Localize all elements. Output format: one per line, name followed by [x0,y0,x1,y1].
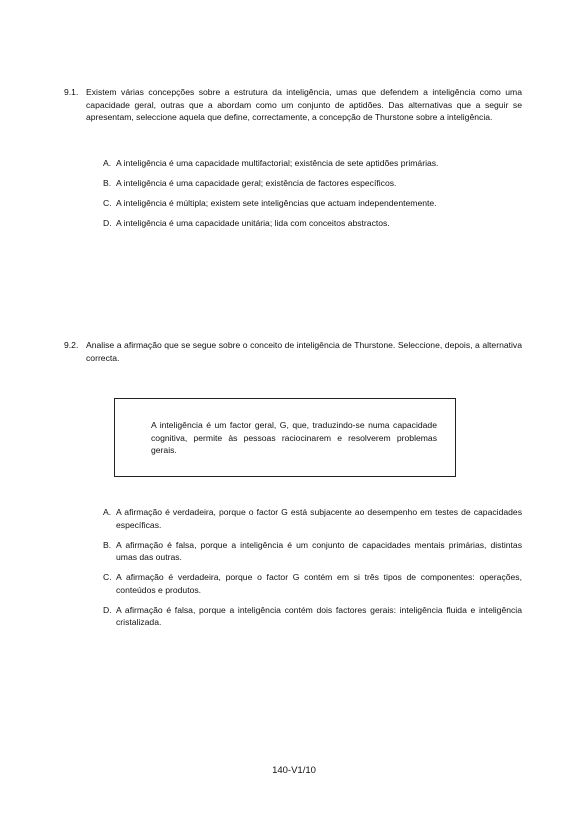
option-letter: D. [103,604,112,615]
question-9-1-text [64,86,522,124]
option-text: A inteligência é múltipla; existem sete inteligências que actuam independentemente. [116,198,437,208]
question-9-1-number: 9.1. [64,87,79,97]
question-9-2-number: 9.2. [64,340,79,350]
option-9-2-a[interactable] [103,506,522,531]
option-letter: D. [103,218,112,228]
option-text: A afirmação é falsa, porque a inteligência contém dois factores gerais: inteligência fluida e inteligência cristalizada. [116,604,522,627]
option-9-1-c[interactable] [103,197,522,210]
option-text: A inteligência é uma capacidade multifactorial; existência de sete aptidões primárias. [116,158,439,168]
option-letter: B. [103,178,112,188]
statement-box [114,398,456,477]
option-9-1-b[interactable] [103,177,522,190]
question-9-1-options [103,157,522,237]
option-9-2-c[interactable] [103,571,522,596]
option-letter: B. [103,539,112,550]
question-9-2 [64,339,522,364]
option-9-2-b[interactable] [103,539,522,564]
option-text: A afirmação é verdadeira, porque o factor G está subjacente ao desempenho em testes de capacidades específicas. [116,507,522,530]
statement-text: A inteligência é um factor geral, G, que, traduzindo-se numa capacidade cognitiva, permite às pessoas raciocinarem e resolverem problemas gerais. [151,420,437,455]
option-text: A inteligência é uma capacidade geral; existência de factores específicos. [116,178,397,188]
option-letter: C. [103,572,112,582]
option-9-2-d[interactable] [103,604,522,629]
option-letter: A. [103,507,112,517]
question-9-1-body: Existem várias concepções sobre a estrutura da inteligência, umas que defendem a inteligência como uma capacidade geral, outras que a abordam como um conjunto de aptidões. Das alternativas que a seguir se apresentam, seleccione aquela que define, correctamente, a concepção de Thurstone sobre a inteligência. [86,87,522,122]
question-9-2-options [103,506,522,636]
option-text: A afirmação é falsa, porque a inteligência é um conjunto de capacidades mentais primárias, distintas umas das outras. [116,539,522,562]
option-9-1-d[interactable] [103,217,522,230]
question-9-1 [64,86,522,124]
question-9-2-body: Analise a afirmação que se segue sobre o conceito de inteligência de Thurstone. Seleccione, depois, a alternativa correcta. [86,340,522,363]
option-letter: A. [103,158,112,168]
question-9-2-text [64,339,522,364]
option-text: A inteligência é uma capacidade unitária; lida com conceitos abstractos. [116,218,390,228]
option-letter: C. [103,198,112,208]
option-9-1-a[interactable] [103,157,522,170]
option-text: A afirmação é verdadeira, porque o factor G contém em si três tipos de componentes: operações, conteúdos e produtos. [116,572,522,595]
page-code: 140-V1/10 [272,765,316,776]
